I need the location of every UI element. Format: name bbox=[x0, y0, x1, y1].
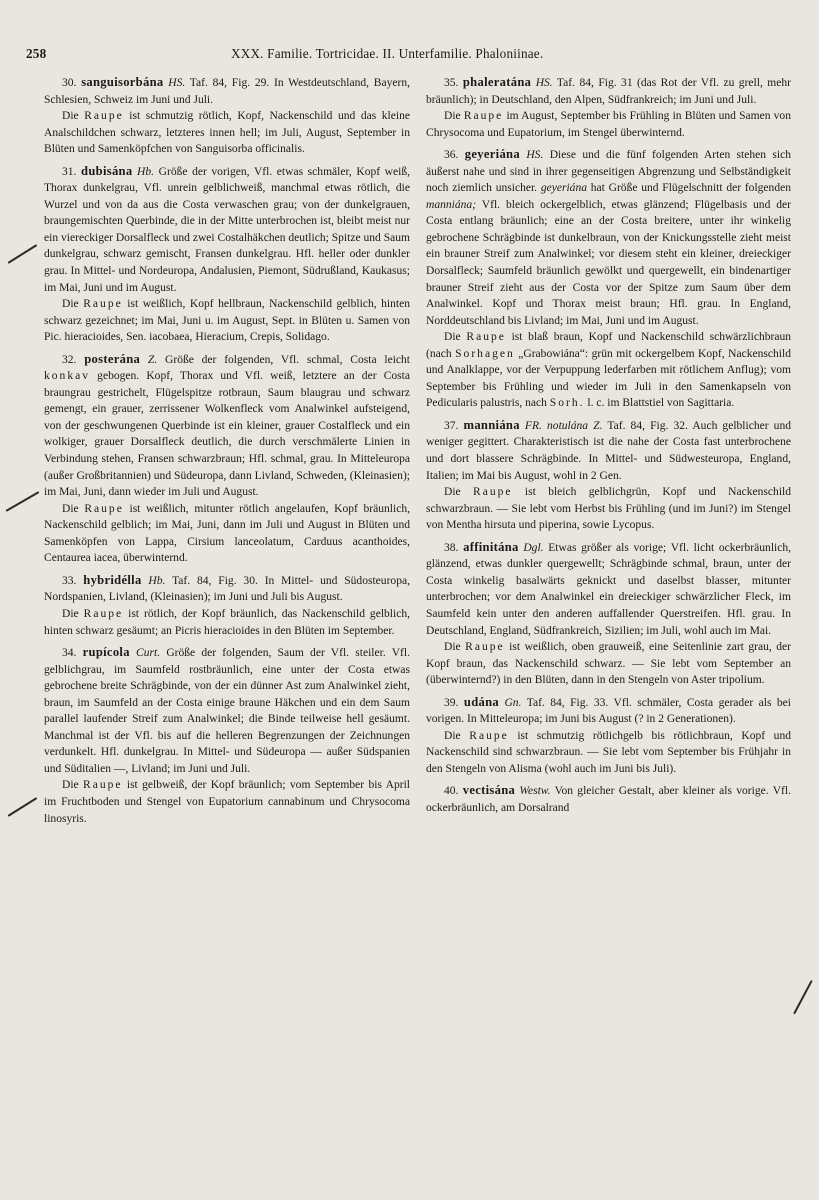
species-name: sanguisorbána bbox=[81, 75, 164, 89]
pencil-mark bbox=[7, 244, 37, 264]
species-name: posterána bbox=[84, 351, 141, 366]
entry-number: 31. bbox=[62, 165, 77, 178]
species-name: phaleratána bbox=[462, 75, 532, 89]
right-column bbox=[426, 74, 791, 817]
species-description: Taf. 84, Fig. 32. Auch gelblicher und weniger gegittert. Charakteristisch ist die nahe der Costa fast unterbrochene und dort blassere Schrägbinde. In Mittel- und Südwesteuropa, England, Italien; im Mai bis August, wohl in 2 Gen. bbox=[426, 419, 791, 482]
species-author: Dgl. bbox=[523, 541, 544, 554]
species-author: Hb. bbox=[137, 165, 155, 178]
species-entry-40 bbox=[426, 782, 791, 816]
species-description: Taf. 84, Fig. 31 (das Rot der Vfl. zu grell, mehr bräunlich); in Deutschland, den Alpen, Südfrankreich; im Juni und Juli. bbox=[426, 77, 792, 106]
species-description-cont: hat Größe und Flügelschnitt der folgenden bbox=[590, 182, 791, 195]
species-entry-31 bbox=[44, 163, 410, 296]
species-name: dubisána bbox=[81, 163, 133, 178]
species-name: vectisána bbox=[462, 783, 516, 798]
species-name: hybridélla bbox=[83, 572, 142, 587]
species-description: Von gleicher Gestalt, aber kleiner als vorige. Vfl. ockerbräunlich, am Dorsalrand bbox=[426, 785, 791, 814]
larva-description: Die Raupe ist weißlich, Kopf hellbraun, Nackenschild gelblich, hinten schwarz gezeichnet; im Mai, Juni u. im August, Sept. in Blüten u. Samen von Pic. hieracioides, Sen. iacobaea, Hieracium, Crepis, Solidago. bbox=[44, 298, 411, 344]
raupe-word: Raupe bbox=[465, 641, 505, 654]
running-title: XXX. Familie. Tortricidae. II. Unterfamilie. Phaloniinae. bbox=[231, 46, 544, 61]
species-name: geyeriána bbox=[464, 147, 520, 162]
species-author: Z. bbox=[147, 353, 158, 366]
pencil-mark bbox=[7, 797, 37, 817]
species-author: HS. bbox=[526, 149, 544, 162]
larva-description: Die Raupe im August, September bis Frühling in Blüten und Samen von Chrysocoma und Eupatorium, im Stengel überwinternd. bbox=[426, 110, 791, 139]
species-author: HS. bbox=[168, 77, 186, 89]
species-description: Taf. 84, Fig. 29. In Westdeutschland, Bayern, Schlesien, Schweiz im Juni und Juli. bbox=[44, 77, 410, 106]
species-description: Taf. 84, Fig. 33. Vfl. schmäler, Costa gerader als bei vorigen. In Mitteleuropa; im Juni bis August (? in 2 Generationen). bbox=[426, 696, 792, 726]
entry-number: 33. bbox=[62, 574, 77, 587]
raupe-word: Raupe bbox=[83, 779, 123, 792]
larva-text: im August, September bis Frühling in Blüten und Samen von Chrysocoma und Eupatorium, im Stengel überwinternd. bbox=[426, 110, 791, 139]
species-author: HS. bbox=[535, 77, 553, 89]
species-name: affinitána bbox=[463, 539, 519, 554]
larva-description: Die Raupe ist gelbweiß, der Kopf bräunlich; vom September bis April im Fruchtboden und Stengel von Eupatorium cannabinum und Chrysocoma linosyris. bbox=[44, 779, 411, 825]
entry-number: 32. bbox=[62, 353, 77, 366]
species-description-cont: gebogen. Kopf, Thorax und Vfl. weiß, letztere an der Costa braungrau gestrichelt, Flügelspitze rotbraun, Saum blaugrau und schwarz gemengt, ein grauer, zerrissener Wolkenfleck vom Analwinkel aufsteigend, von der geschwungenen Querbinde ist ein kleiner, grauer Costalfleck und ein wolkiger, grauer Dorsalfleck deutlich, die durch verschmälerte Linien in Verbindung stehen, Fransen schwarzbraun; Hfl. schmal, grau. In Mitteleuropa (außer Großbritannien) und Südeuropa, dann Livland, Schweden, (Kleinasien); im Mai, Juni, dann wieder im Juli und August. bbox=[44, 370, 411, 499]
species-description: Etwas größer als vorige; Vfl. licht ockerbräunlich, glänzend, etwas dunkler quergewellt; Schrägbinde schmal, braun, unter der Costa winkelig basalwärts geknickt und daselbst blasser, mitunter unterbrochen; vor dem Analwinkel ein dreieckiger schwärzlicher Fleck, im Saumfeld kein unter den anderen auffallender Querstreifen. Hfl. grau. In Deutschland, England, Südfrankreich, Sizilien; im Juli, wohl auch im Mai. bbox=[426, 541, 792, 637]
species-description: Größe der vorigen, Vfl. etwas schmäler, Kopf weiß, Thorax dunkelgrau, Vfl. unrein gelblichweiß, manchmal etwas rötlich, die Wurzel und von da aus die Costa verwaschen grau; von der dunkelgrauen, braungemischten Querbinde, die in der Mitte unterbrochen ist, bleibt meist nur ein viereckiger Dorsalfleck und zwei Costalhäkchen deutlich; Spitze und Saum dunkelgrau, schwarz gemischt, Fransen dunkelgrau. Hfl. heller oder dunkler grau. In Mittel- und Nordeuropa, Andalusien, Piemont, Südrußland, Kaukasus; im Mai, Juni und im August. bbox=[44, 165, 411, 294]
species-description-cont: Vfl. bleich ockergelblich, etwas glänzend; Flügelbasis und der Costa entlang bräunlich; eine an der Costa breitere, unter ihr winkelig gebrochene Schrägbinde ist dunkelbraun, von der Knickungsstelle zieht meist ein brauner Streif zum Analwinkel; vor diesem steht ein kleiner, dreieckiger Dorsalfleck; Saumfeld bräunlich gewölkt und quergewellt, ein bindenartiger brauner Streif zieht aus der Costa vor der Spitze zum Saum über dem Analwinkel. Kopf und Thorax meist braun; Hfl. grau. In England, Norddeutschland bis Livland; im Mai, Juni und im August. bbox=[426, 198, 792, 327]
species-name: udána bbox=[463, 694, 499, 709]
larva-text: ist bleich gelblichgrün, Kopf und Nackenschild schwarzbraun. — Sie lebt vom Herbst bis Frühling (und im Juni?) im Stengel von Mentha hirsuta und piperina, sowie Lycopus. bbox=[426, 486, 792, 532]
larva-text-cont: l. c. im Blattstiel von Sagittaria. bbox=[587, 397, 735, 410]
species-entry-36 bbox=[426, 146, 791, 329]
larva-description: Die Raupe ist rötlich, der Kopf bräunlich, das Nackenschild gelblich, hinten schwarz gesäumt; an Picris hieracioides in den Blüten im September. bbox=[44, 607, 411, 637]
spaced-word: Sorhagen bbox=[455, 347, 515, 360]
entry-number: 35. bbox=[444, 77, 459, 89]
raupe-word: Raupe bbox=[469, 729, 509, 742]
entry-number: 36. bbox=[444, 149, 459, 162]
left-column bbox=[44, 74, 410, 827]
entry-number: 38. bbox=[444, 541, 459, 554]
spaced-word: Sorh. bbox=[549, 397, 585, 410]
pencil-mark bbox=[793, 980, 813, 1014]
species-entry-33 bbox=[44, 572, 410, 606]
species-entry-37 bbox=[426, 417, 791, 484]
species-description: Taf. 84, Fig. 30. In Mittel- und Südosteuropa, Nordspanien, Livland, (Kleinasien); im Juni und Juli bis August. bbox=[44, 574, 410, 604]
larva-description: Die Raupe ist blaß braun, Kopf und Nackenschild schwärzlichbraun (nach Sorhagen „Grabowiána“: grün mit ockergelbem Kopf, Nackenschild und Analklappe, vor der Verpuppung lederfarben mit rötlichem Anflug); vom September bis Frühling und wieder im Juli in den Samenkapseln von Pedicularis palustris, nach Sorh. l. c. im Blattstiel von Sagittaria. bbox=[426, 331, 792, 410]
larva-text: ist gelbweiß, der Kopf bräunlich; vom September bis April im Fruchtboden und Stengel von Eupatorium cannabinum und Chrysocoma linosyris. bbox=[44, 779, 411, 825]
species-name: manniána bbox=[463, 417, 520, 432]
species-entry-38 bbox=[426, 539, 791, 639]
raupe-word: Raupe bbox=[83, 607, 124, 620]
larva-description: Die Raupe ist bleich gelblichgrün, Kopf und Nackenschild schwarzbraun. — Sie lebt vom Herbst bis Frühling (und im Juni?) im Stengel von Mentha hirsuta und piperina, sowie Lycopus. bbox=[426, 486, 792, 532]
species-name: rupícola bbox=[82, 645, 130, 660]
entry-number: 34. bbox=[62, 647, 77, 660]
larva-description: Die Raupe ist schmutzig rötlich, Kopf, Nackenschild und das kleine Analschildchen schwarz, letzteres innen hell; im Juli, August, September in Blüten und Samenköpfchen von Sanguisorba officinalis. bbox=[44, 110, 410, 156]
larva-description: Die Raupe ist weißlich, mitunter rötlich angelaufen, Kopf bräunlich, Nackenschild gelblich; im Mai, Juni, dann im Juli und August in Blüten und Samenköpfen von Lappa, Cirsium lanceolatum, Carduus acanthoides, Centaurea iacea, überwinternd. bbox=[44, 502, 410, 565]
pencil-mark bbox=[6, 491, 40, 512]
raupe-word: Raupe bbox=[463, 110, 504, 123]
raupe-word: Raupe bbox=[84, 502, 124, 515]
entry-number: 40. bbox=[444, 785, 459, 798]
species-author: Hb. bbox=[148, 574, 166, 587]
species-entry-30 bbox=[44, 74, 410, 108]
larva-text: ist weißlich, oben grauweiß, eine Seitenlinie zart grau, der Kopf braun, das Nackenschild schwarz. — Sie lebt vom September an (überwinternd?) in den Blüten, dann in den Stengeln von Aster tripolium. bbox=[426, 641, 792, 687]
raupe-word: Raupe bbox=[473, 486, 513, 499]
entry-number: 30. bbox=[62, 77, 77, 89]
species-entry-35 bbox=[426, 74, 791, 108]
larva-text: ist weißlich, mitunter rötlich angelaufen, Kopf bräunlich, Nackenschild gelblich; im Mai, Juni, dann im Juli und August in Blüten und Samenköpfen von Lappa, Cirsium lanceolatum, Carduus acanthoides, Centaurea iacea, überwinternd. bbox=[44, 502, 410, 565]
raupe-word: Raupe bbox=[84, 110, 124, 123]
synonym: notulána Z. bbox=[547, 419, 603, 432]
larva-text: ist blaß braun, Kopf und Nackenschild schwärzlichbraun (nach bbox=[426, 331, 792, 360]
species-author: Curt. bbox=[136, 647, 161, 660]
species-description: Diese und die fünf folgenden Arten stehen sich äußerst nahe und sind in ihrer gegenseitigen Abgrenzung und Selbständigkeit noch ziemlich unsicher. bbox=[426, 149, 792, 195]
species-author: Gn. bbox=[504, 696, 522, 709]
larva-text: ist schmutzig rötlichgelb bis rötlichbraun, Kopf und Nackenschild sind schwarzbraun. — Sie lebt vom September bis Frühjahr in den Stengeln von Alisma (wohl auch im Juni bis Juli). bbox=[426, 729, 791, 775]
larva-text: ist rötlich, der Kopf bräunlich, das Nackenschild gelblich, hinten schwarz gesäumt; an Picris hieracioides in den Blüten im September. bbox=[44, 607, 411, 637]
raupe-word: Raupe bbox=[466, 331, 506, 344]
larva-text-cont: „Grabowiána“: grün mit ockergelbem Kopf, Nackenschild und Analklappe, vor der Verpuppung lederfarben mit rötlichem Anflug); vom September bis Frühling und wieder im Juli in den Samenkapseln von Pedicularis palustris, nach bbox=[426, 347, 791, 410]
larva-text: ist weißlich, Kopf hellbraun, Nackenschild gelblich, hinten schwarz gezeichnet; im Mai, Juni u. im August, Sept. in Blüten u. Samen von Pic. hieracioides, Sen. iacobaea, Hieracium, Crepis, Solidago. bbox=[44, 298, 411, 344]
inline-italic-name: geyeriána bbox=[540, 182, 587, 195]
entry-number: 39. bbox=[444, 696, 459, 709]
larva-text: ist schmutzig rötlich, Kopf, Nackenschild und das kleine Analschildchen schwarz, letzteres innen hell; im Juli, August, September in Blüten und Samenköpfchen von Sanguisorba officinalis. bbox=[44, 110, 410, 156]
entry-number: 37. bbox=[444, 419, 459, 432]
species-author: FR. bbox=[524, 419, 542, 432]
species-entry-34 bbox=[44, 644, 410, 777]
larva-description: Die Raupe ist weißlich, oben grauweiß, eine Seitenlinie zart grau, der Kopf braun, das Nackenschild schwarz. — Sie lebt vom September an (überwinternd?) in den Blüten, dann in den Stengeln von Aster tripolium. bbox=[426, 641, 792, 687]
species-entry-32 bbox=[44, 351, 410, 501]
spaced-word: konkav bbox=[44, 370, 90, 383]
page-number: 258 bbox=[26, 46, 47, 61]
raupe-word: Raupe bbox=[83, 298, 123, 311]
inline-italic-name: manniána; bbox=[426, 198, 477, 211]
species-description: Größe der folgenden, Saum der Vfl. steiler. Vfl. gelblichgrau, im Saumfeld rostbräunlich, eine unter der Costa etwas gebrochene breite Schrägbinde, von der ein dünner Ast zum Analwinkel zieht, braun, im Saumfeld an der Costa einige braune Häkchen und ein dem Saum parallel laufender Streif zum Analwinkel; die Binde teilweise hell gesäumt. Manchmal ist der Vfl. bis auf die helleren Begrenzungen der Zeichnungen verdunkelt. Hfl. dunkelgrau. In Mittel- und Südeuropa — außer Südspanien und Süditalien —, Livland; im Juni und Juli. bbox=[44, 647, 411, 775]
species-entry-39 bbox=[426, 694, 791, 728]
species-description: Größe der folgenden, Vfl. schmal, Costa leicht bbox=[165, 353, 411, 366]
species-author: Westw. bbox=[519, 785, 551, 798]
larva-description: Die Raupe ist schmutzig rötlichgelb bis rötlichbraun, Kopf und Nackenschild sind schwarzbraun. — Sie lebt vom September bis Frühjahr in den Stengeln von Alisma (wohl auch im Juni bis Juli). bbox=[426, 729, 791, 775]
